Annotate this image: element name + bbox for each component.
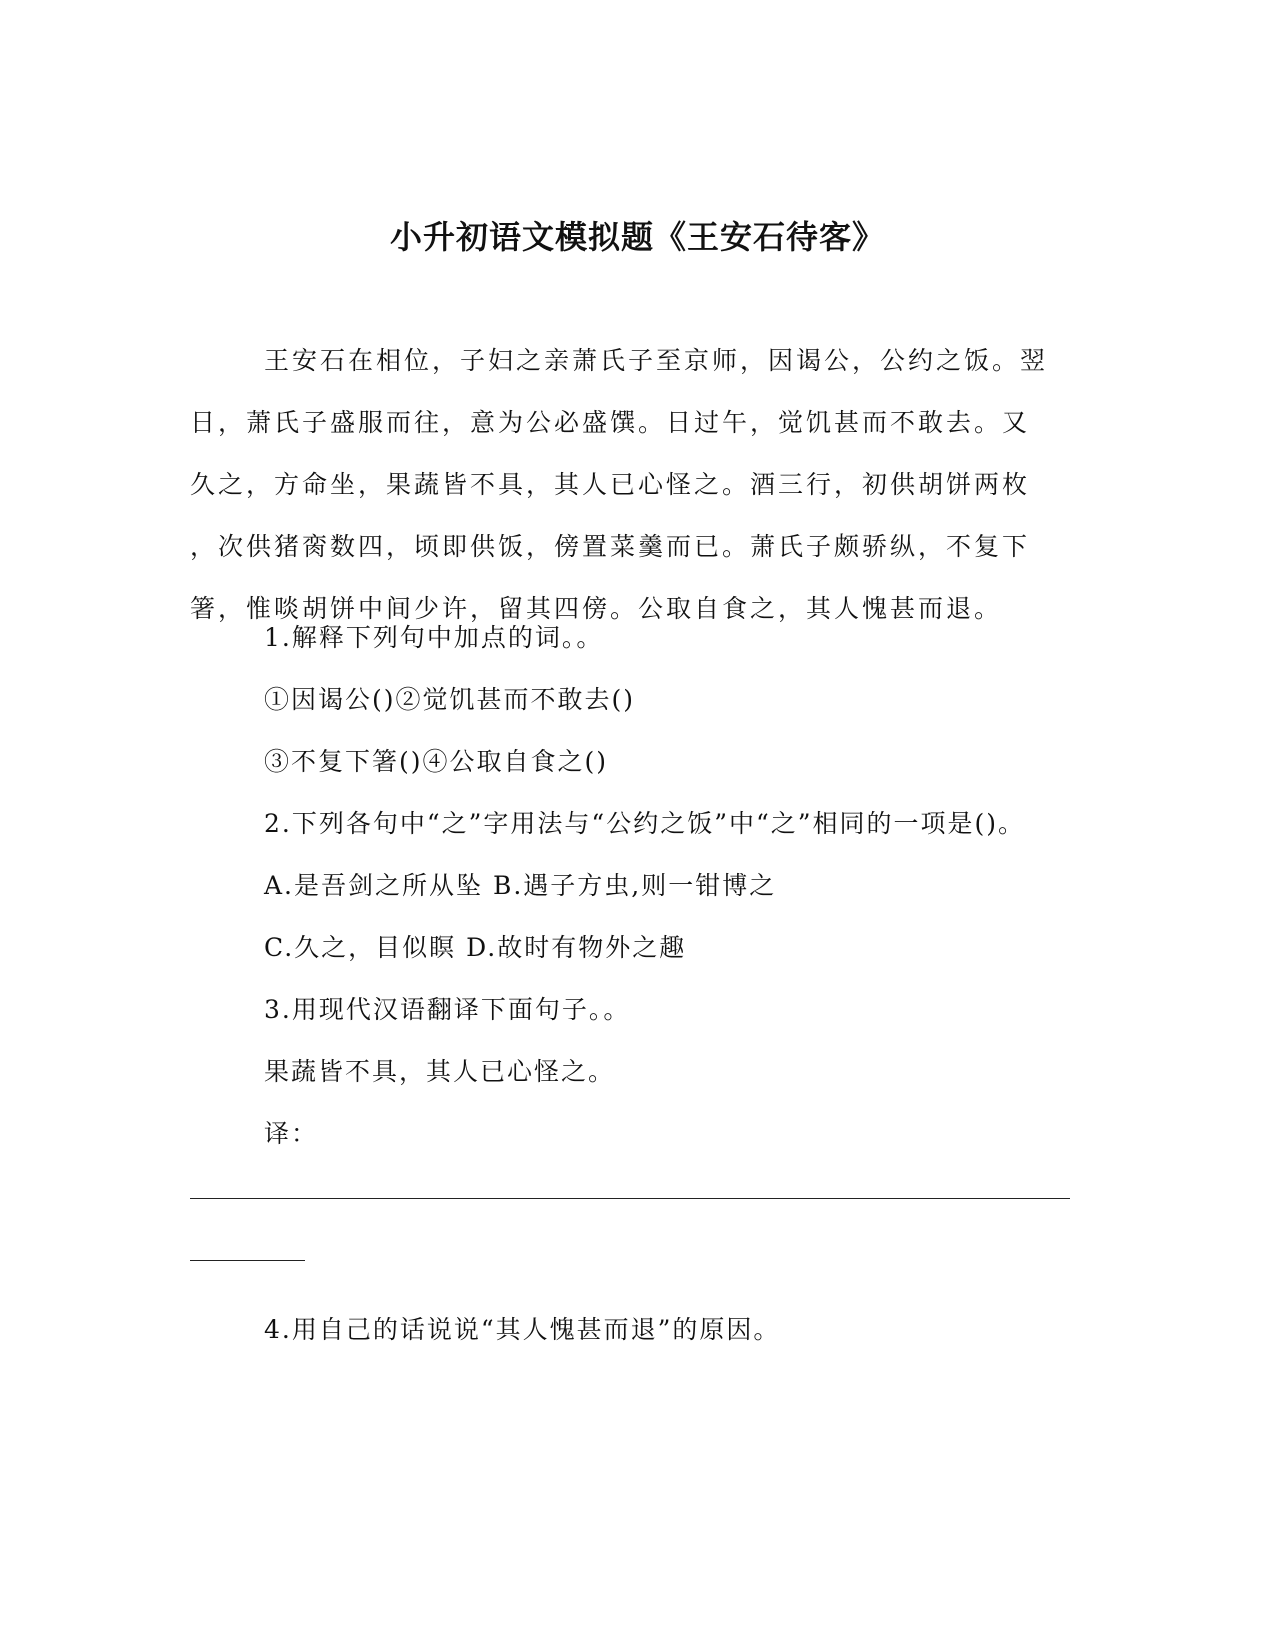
passage-line: 箸，惟啖胡饼中间少许，留其四傍。公取自食之，其人愧甚而退。 bbox=[190, 594, 1003, 623]
question-1-items-b: ③不复下箸()④公取自食之() bbox=[264, 747, 609, 776]
question-4: 4.用自己的话说说“其人愧甚而退”的原因。 bbox=[264, 1315, 781, 1344]
answer-line bbox=[190, 1198, 1070, 1199]
passage-line: 日，萧氏子盛服而往，意为公必盛馔。日过午，觉饥甚而不敢去。又 bbox=[190, 408, 1031, 437]
question-2-options-cd: C.久之，目似瞑 D.故时有物外之趣 bbox=[264, 933, 687, 962]
question-3: 3.用现代汉语翻译下面句子。。 bbox=[264, 995, 631, 1024]
page-title: 小升初语文模拟题《王安石待客》 bbox=[389, 218, 885, 256]
question-3-translate-label: 译： bbox=[264, 1119, 319, 1148]
answer-line-continuation bbox=[190, 1260, 305, 1261]
passage-line: 久之，方命坐，果蔬皆不具，其人已心怪之。酒三行，初供胡饼两枚 bbox=[190, 470, 1031, 499]
question-1-items-a: ①因谒公()②觉饥甚而不敢去() bbox=[264, 685, 636, 714]
question-2: 2.下列各句中“之”字用法与“公约之饭”中“之”相同的一项是()。 bbox=[264, 809, 1026, 838]
passage-line: 王安石在相位，子妇之亲萧氏子至京师，因谒公，公约之饭。翌 bbox=[264, 346, 1049, 375]
question-2-options-ab: A.是吾剑之所从坠 B.遇子方虫,则一钳博之 bbox=[264, 871, 777, 900]
question-1: 1.解释下列句中加点的词。。 bbox=[264, 623, 604, 652]
question-3-sentence: 果蔬皆不具，其人已心怪之。 bbox=[264, 1057, 616, 1086]
passage-line: ，次供猪脔数四，顷即供饭，傍置菜羹而已。萧氏子颇骄纵，不复下 bbox=[190, 532, 1031, 561]
passage bbox=[190, 330, 1090, 640]
